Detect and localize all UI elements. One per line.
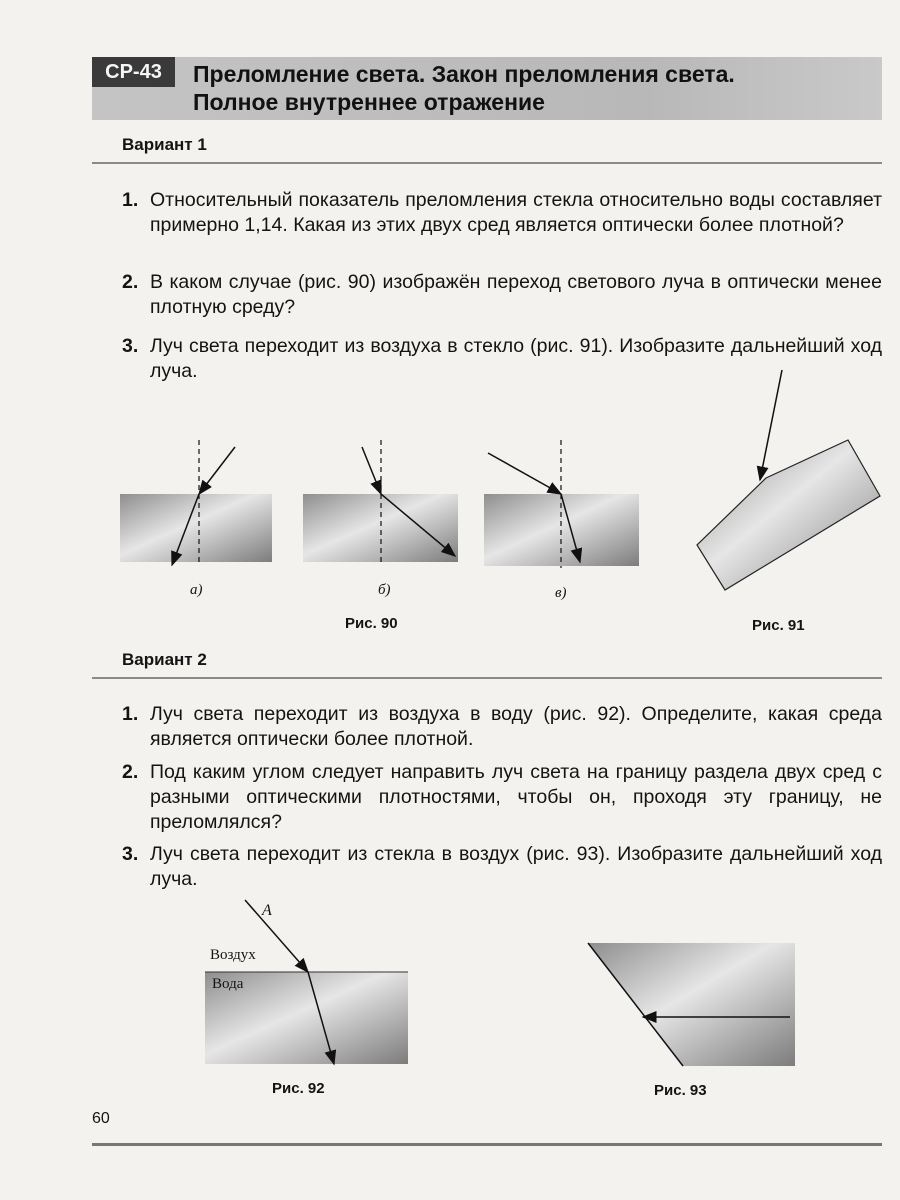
task-text: Луч света переходит из воздуха в воду (рис. 92). Определите, какая среда является оптически более плотной. xyxy=(150,703,882,750)
incident-ray-a xyxy=(199,447,235,494)
variant-2-divider xyxy=(92,677,882,679)
figure-90b-label: б) xyxy=(378,582,391,598)
task-text: Луч света переходит из стекла в воздух (рис. 93). Изобразите дальнейший ход луча. xyxy=(150,843,882,890)
glass-plate xyxy=(697,440,880,590)
task-number: 2. xyxy=(122,271,139,293)
figure-90c xyxy=(484,440,639,568)
task-text: Относительный показатель преломления стекла относительно воды составляет примерно 1,14. Какая из этих двух сред является оптически более плотной? xyxy=(150,189,882,236)
task-text: Под каким углом следует направить луч света на границу раздела двух сред с разными оптическими плотностями, чтобы он, проходя эту границу, не преломлялся? xyxy=(150,761,882,833)
figure-90a xyxy=(120,440,272,565)
figure-93 xyxy=(588,943,795,1066)
figure-90b xyxy=(303,440,458,565)
glass-block xyxy=(588,943,795,1066)
variant-2-task-1 xyxy=(122,702,882,752)
title-line-1: Преломление света. Закон преломления света. xyxy=(193,61,735,87)
figure-91 xyxy=(697,370,880,590)
task-number: 3. xyxy=(122,843,139,865)
task-number: 1. xyxy=(122,703,139,725)
work-code-badge: СР-43 xyxy=(92,57,175,87)
figure-90c-label: в) xyxy=(555,585,567,601)
task-number: 2. xyxy=(122,761,139,783)
point-a-label: A xyxy=(262,902,272,919)
figure-93-caption: Рис. 93 xyxy=(654,1082,707,1099)
variant-1-heading: Вариант 1 xyxy=(122,135,207,154)
task-text: В каком случае (рис. 90) изображён переход светового луча в оптически менее плотную среду? xyxy=(150,271,882,318)
figure-90-caption: Рис. 90 xyxy=(345,615,398,632)
title-line-2: Полное внутреннее отражение xyxy=(193,89,545,115)
water-label: Вода xyxy=(212,976,244,992)
variant-2-task-2 xyxy=(122,760,882,835)
incident-ray-91 xyxy=(760,370,782,480)
bottom-divider xyxy=(92,1143,882,1146)
task-text: Луч света переходит из воздуха в стекло (рис. 91). Изобразите дальнейший ход луча. xyxy=(150,335,882,382)
task-number: 1. xyxy=(122,189,139,211)
variant-2-task-3 xyxy=(122,842,882,892)
page-number: 60 xyxy=(92,1110,110,1127)
figure-92-caption: Рис. 92 xyxy=(272,1080,325,1097)
incident-ray-c xyxy=(488,453,561,494)
figure-90a-label: а) xyxy=(190,582,203,598)
variant-2-heading: Вариант 2 xyxy=(122,650,207,669)
incident-ray-b xyxy=(362,447,381,494)
figure-91-caption: Рис. 91 xyxy=(752,617,805,634)
medium-block-a xyxy=(120,494,272,562)
air-label: Воздух xyxy=(210,947,256,963)
task-number: 3. xyxy=(122,335,139,357)
